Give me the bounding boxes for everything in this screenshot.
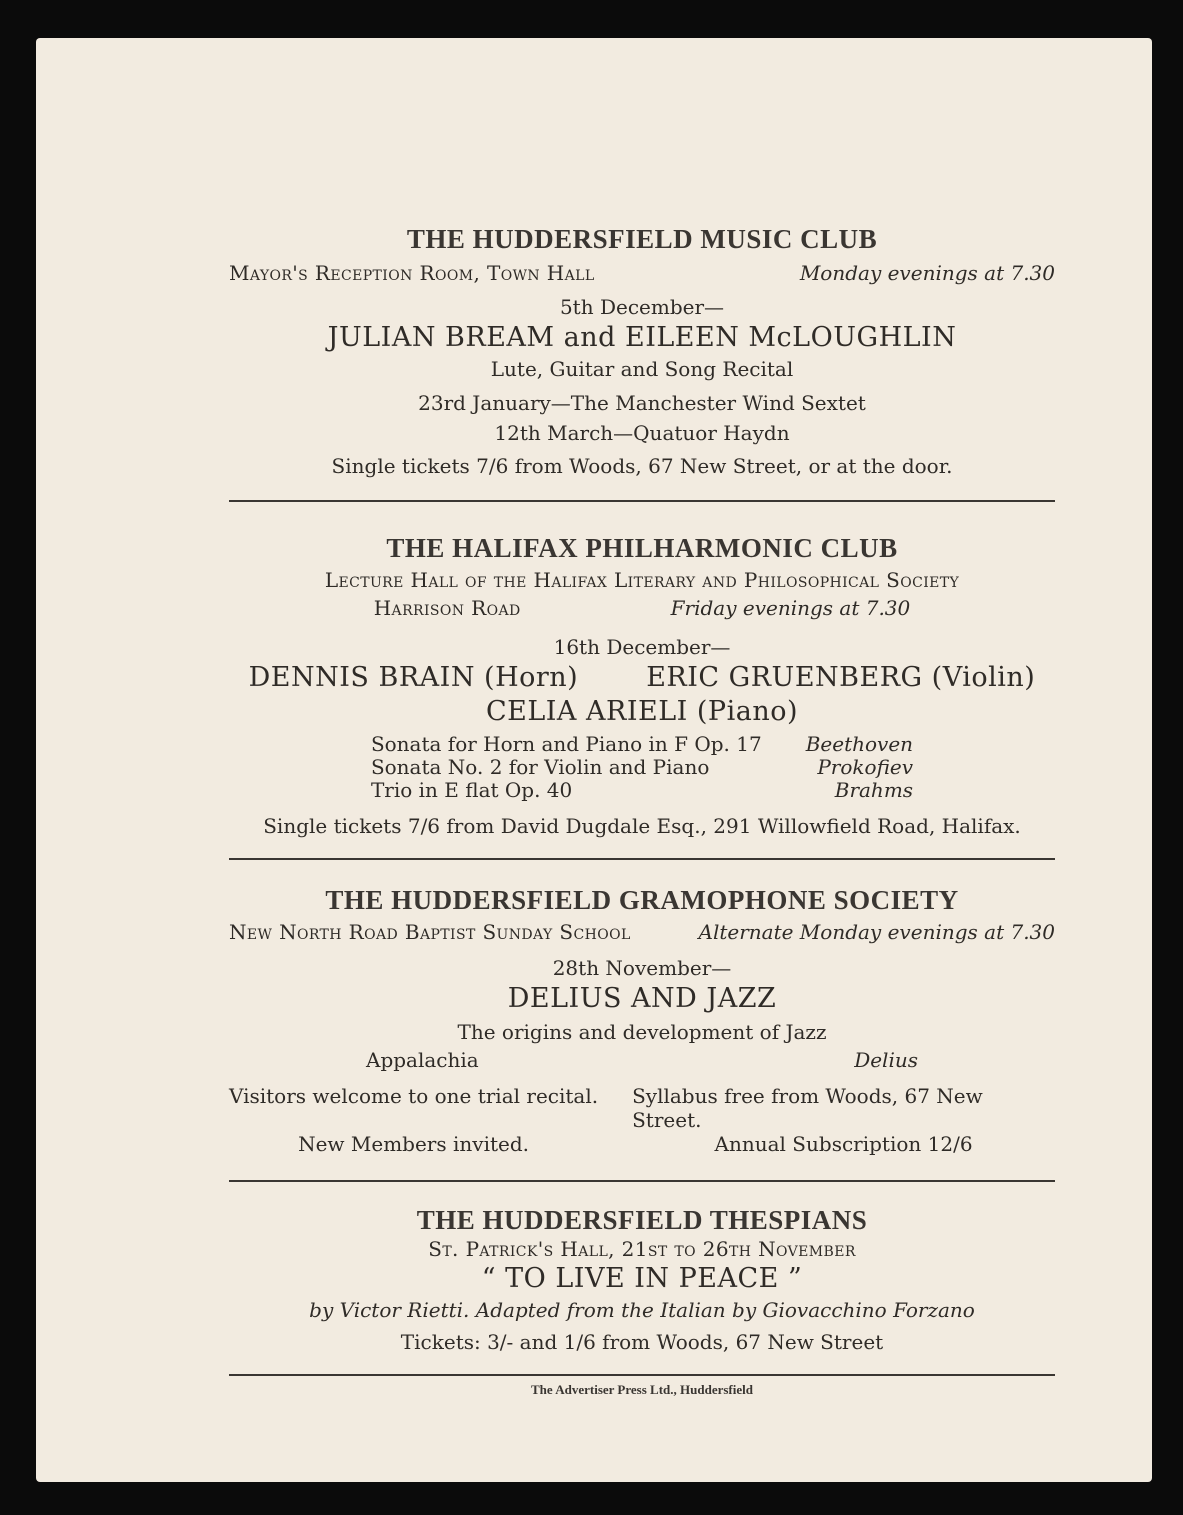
halifax-schedule: Friday evenings at 7.30 (670, 596, 911, 620)
gramophone-visitors: Visitors welcome to one trial recital. (229, 1084, 599, 1108)
halifax-performers-row (229, 661, 1055, 695)
music-club-tickets: Single tickets 7/6 from Woods, 67 New Street, or at the door. (331, 454, 953, 478)
halifax-programme (229, 733, 1055, 802)
gramophone-subtitle: The origins and development of Jazz (457, 1020, 827, 1044)
gramophone-syllabus: Syllabus free from Woods, 67 New Street. (632, 1084, 983, 1132)
thespians-play: “ TO LIVE IN PEACE ” (481, 1263, 803, 1294)
thespians-venue: St. Patrick's Hall, 21st to 26th November (428, 1237, 856, 1261)
gramophone-composer: Delius (854, 1048, 918, 1072)
gramophone-venue: New North Road Baptist Sunday School (229, 920, 631, 944)
halifax-road-row (229, 594, 1055, 622)
music-club-event-2: 23rd January—The Manchester Wind Sextet (418, 391, 866, 415)
programme-work: Trio in E flat Op. 40 (370, 778, 573, 802)
programme-work: Sonata No. 2 for Violin and Piano (370, 755, 710, 779)
halifax-performer-1: DENNIS BRAIN (Horn) (248, 662, 579, 693)
gramophone-notes (229, 1084, 1055, 1156)
programme-work: Sonata for Horn and Piano in F Op. 17 (370, 732, 762, 756)
music-club-event-3: 12th March—Quatuor Haydn (494, 421, 790, 445)
thespians-credit: by Victor Rietti. Adapted from the Italian by Giovacchino Forzano (309, 1298, 975, 1322)
halifax-section (229, 532, 1055, 840)
divider (229, 1374, 1055, 1376)
printer-credit: The Advertiser Press Ltd., Huddersfield (531, 1382, 753, 1397)
halifax-tickets: Single tickets 7/6 from David Dugdale Esq., 291 Willowfield Road, Halifax. (263, 814, 1021, 838)
gramophone-event: DELIUS AND JAZZ (507, 983, 777, 1014)
music-club-venue-row (229, 259, 1055, 287)
music-club-recital: Lute, Guitar and Song Recital (490, 357, 794, 381)
halifax-road: Harrison Road (373, 596, 521, 620)
gramophone-work: Appalachia (366, 1048, 479, 1072)
programme-composer: Brahms (834, 778, 914, 802)
halifax-performer-3: CELIA ARIELI (Piano) (485, 696, 799, 727)
gramophone-members: New Members invited. (298, 1132, 529, 1156)
halifax-performer-2: ERIC GRUENBERG (Violin) (646, 662, 1036, 693)
thespians-tickets: Tickets: 3/- and 1/6 from Woods, 67 New Street (400, 1330, 884, 1354)
music-club-title: THE HUDDERSFIELD MUSIC CLUB (406, 224, 878, 254)
divider (229, 1180, 1055, 1182)
music-club-venue: Mayor's Reception Room, Town Hall (229, 261, 595, 285)
page-content (229, 223, 1055, 1398)
music-club-performers: JULIAN BREAM and EILEEN McLOUGHLIN (327, 322, 957, 353)
programme-composer: Beethoven (805, 732, 914, 756)
halifax-date: 16th December— (553, 635, 731, 659)
programme-page (36, 38, 1152, 1482)
gramophone-venue-row (229, 918, 1055, 946)
divider (229, 500, 1055, 502)
gramophone-section (229, 884, 1055, 1156)
gramophone-title: THE HUDDERSFIELD GRAMOPHONE SOCIETY (325, 885, 959, 915)
halifax-title: THE HALIFAX PHILHARMONIC CLUB (386, 533, 898, 563)
gramophone-subscription: Annual Subscription 12/6 (714, 1132, 973, 1156)
music-club-schedule: Monday evenings at 7.30 (799, 261, 1055, 285)
thespians-title: THE HUDDERSFIELD THESPIANS (416, 1205, 868, 1235)
thespians-section (229, 1204, 1055, 1356)
divider (229, 858, 1055, 860)
programme-composer: Prokofiev (817, 755, 914, 779)
music-club-section (229, 223, 1055, 480)
music-club-date: 5th December— (559, 295, 725, 319)
gramophone-schedule: Alternate Monday evenings at 7.30 (698, 920, 1055, 944)
gramophone-programme (366, 1046, 918, 1074)
halifax-venue: Lecture Hall of the Halifax Literary and Philosophical Society (324, 568, 960, 592)
gramophone-date: 28th November— (552, 956, 732, 980)
